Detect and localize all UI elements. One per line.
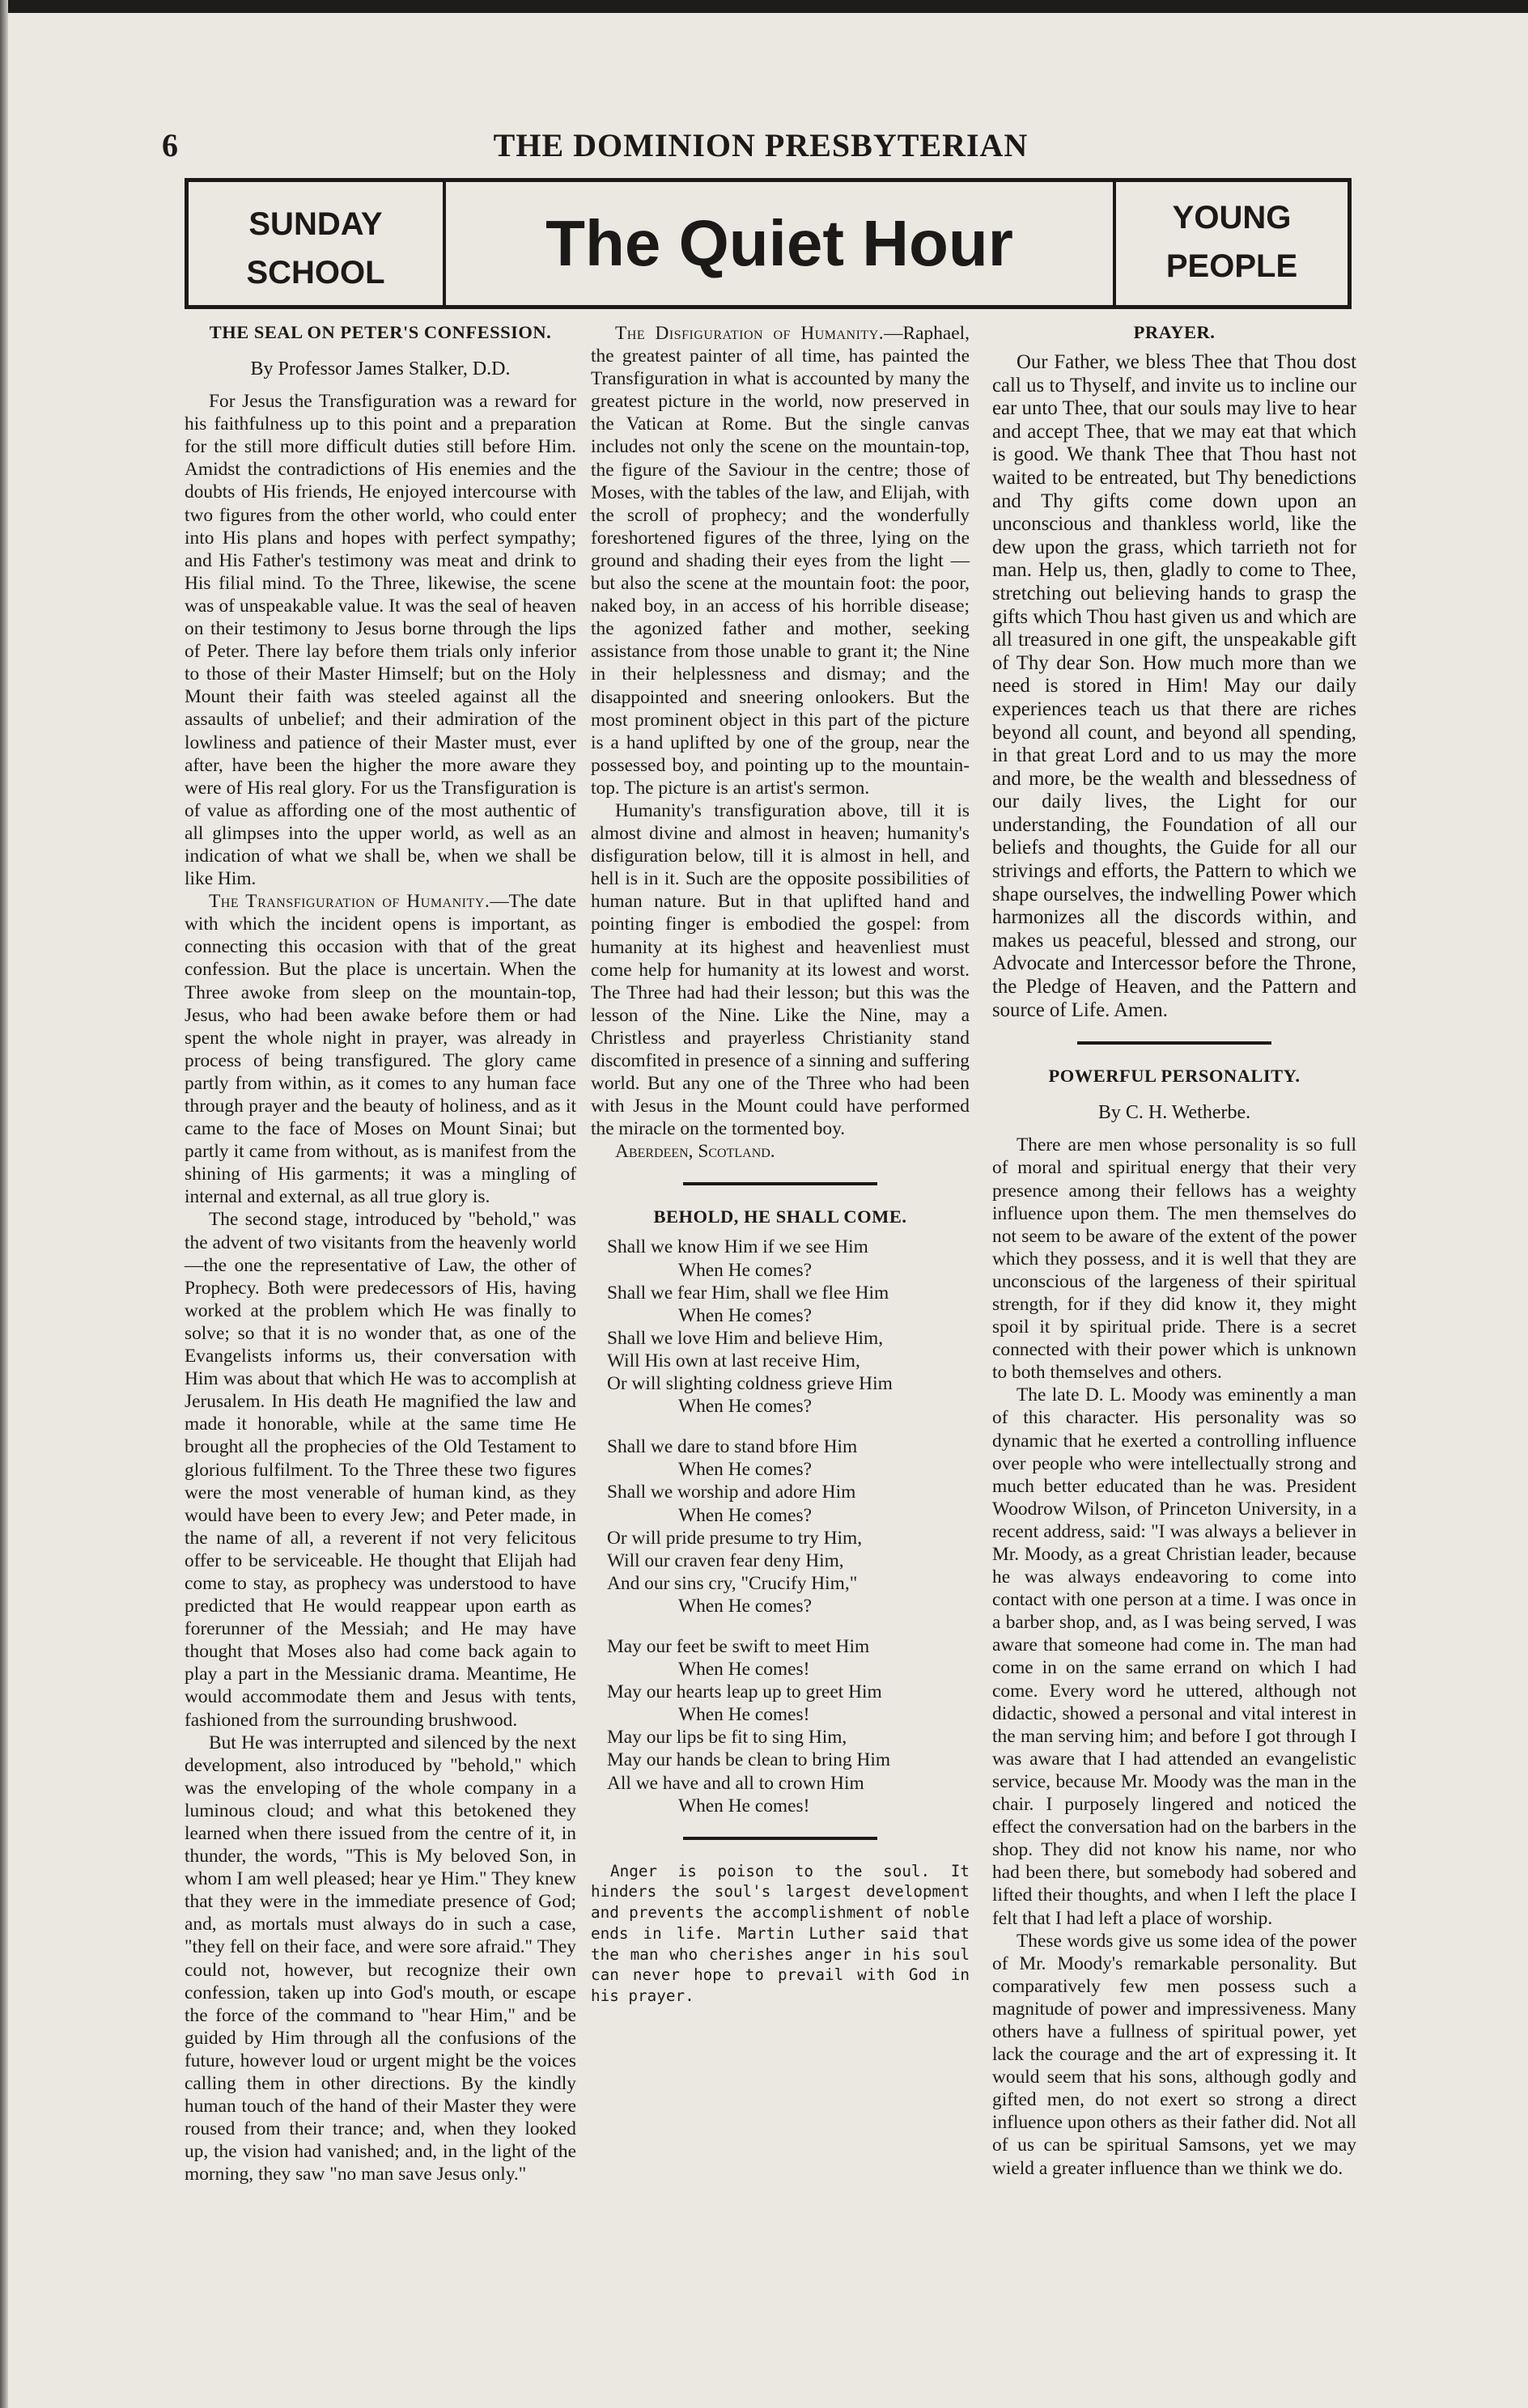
byline-wetherbe: By C. H. Wetherbe. (1097, 1102, 1251, 1124)
poem-line: Shall we fear Him, shall we flee Him (607, 1282, 889, 1304)
byline-stalker: By Professor James Stalker, D.D. (250, 358, 511, 379)
publication-title: THE DOMINION PRESBYTERIAN (493, 127, 1029, 163)
subhead-disfiguration: The Disfiguration of Humanity. (615, 323, 885, 344)
poem-line: May our hands be clean to bring Him (607, 1749, 891, 1771)
poem-line: When He comes? (678, 1304, 812, 1326)
poem-body (591, 1236, 970, 1817)
seal-paragraph-5-text: —Raphael, the greatest painter of all time, has painted the Transfiguration in what is accounted by many the greatest picture in the world, now preserved in the Vatican at Rome. But the single canvas includes not only the scene on the mountain-top, the figure of the Saviour in the centre; those of Moses, with the tables of the law, and Elijah, with the scroll of prophecy; and the wonderfully foreshortened figures of the three, lying on the ground and shading their eyes from the light —but also the scene at the mountain foot: the poor, naked boy, in an access of his horrible disease; the agonized father and mother, seeking assistance from those unable to grant it; the Nine in their helplessness and dismay; and the disappointed and sneering onlookers. But the most prominent object in this part of the picture is a hand uplifted by one of the group, near the possessed boy, and pointing up to the mountain-top. The picture is an artist's sermon. (591, 323, 970, 799)
poem-line: May our hearts leap up to greet Him (607, 1681, 882, 1703)
page-number: 6 (162, 127, 178, 163)
anger-text: Anger is poison to the soul. It hinders the soul's largest development and prevents the accomplishment of noble ends in life. Martin Luther said that the man who cherishes anger in his soul can never hope to prevail with God in his prayer. (591, 1861, 970, 2005)
masthead (185, 178, 1352, 309)
poem-stanza (591, 1236, 970, 1418)
seal-paragraph-2-text: —The date with which the incident opens is important, as connecting this occasion with that of the great confession. But the place is uncertain. When the Three awoke from sleep on the mountain-top, Jesus, who had been awake before them or had spent the whole night in prayer, was already in process of being transfigured. The glory came partly from within, as it comes to any human face through prayer and the beauty of holiness, and as it came to the face of Moses on Mount Sinai; but partly it came from without, as is manifest from the shining of His garments; it was a mingling of internal and external, as all true glory is. (185, 891, 576, 1208)
personality-paragraph-2: The late D. L. Moody was eminently a man of this character. His personality was so dynamic that he exerted a controlling influence over people who were intellectually strong and much better educated than he was. President Woodrow Wilson, of Princeton University, in a recent address, said: "I was always a believer in Mr. Moody, as a great Christian leader, because he was always endeavoring to come into contact with one person at a time. I was once in a barber shop, and, as I was being served, I was aware that someone had come in. The man had come in on the same errand on which I had come. Every word he uttered, although not didactic, showed a personal and vital interest in the man serving him; and before I got through I was aware that I had attended an evangelistic service, because Mr. Moody was the man in the chair. I purposely lingered and noticed the effect the conversation had on the barbers in the shop. They did not know his name, nor who had been there, but somebody had sobered and lifted their thoughts, and when I left the place I felt that I had left a place of worship. (992, 1384, 1356, 1929)
section-title: The Quiet Hour (545, 207, 1013, 279)
poem-line: Shall we worship and adore Him (607, 1482, 856, 1503)
seal-paragraph-3: The second stage, introduced by "behold," was the advent of two visitants from the heavenly world—the one the representative of Law, the other of Prophecy. Both were predecessors of His, having worked at the problem which He was finally to solve; so that it is no wonder that, as one of the Evangelists informs us, their conversation with Him was about that which He was to accomplish at Jerusalem. In His death He magnified the law and made it honorable, while at the same time He brought all the prophecies of the Old Testament to glorious fulfilment. To the Three these two figures were the most venerable of human kind, as they would have been to every Jew; and Peter made, in the name of all, a reverent if not very felicitous offer to be serviceable. He thought that Elijah had come to stay, as prophecy was understood to have predicted that He would reappear upon earth as forerunner of the Messiah; and He may have thought that Moses also had come back again to play a part in the Messianic drama. Meantime, He would accommodate them and Jesus with tents, fashioned from the surrounding brushwood. (185, 1209, 576, 1731)
page-top-edge (0, 0, 1528, 13)
seal-paragraph-1: For Jesus the Transfiguration was a reward for his faithfulness up to this point and a preparation for the still more difficult duties still before Him. Amidst the contradictions of His enemies and the doubts of His friends, He enjoyed intercourse with two figures from the other world, who could enter into His plans and hopes with perfect sympathy; and His Father's testimony was meat and drink to His filial mind. To the Three, likewise, the scene was of unspeakable value. It was the seal of heaven on their testimony to Jesus borne through the lips of Peter. There lay before them trials only inferior to those of their Master Himself; but on the Holy Mount their faith was steeled against all the assaults of unbelief; and their admiration of the lowliness and patience of their Master must, ever after, have been the higher the more aware they were of His real glory. For us the Transfiguration is of value as affording one of the most authentic of all glimpses into the upper world, as well as an indication of what we shall be, when we shall be like Him. (185, 391, 576, 890)
column-2-content (591, 322, 970, 2007)
poem-line: Or will slighting coldness grieve Him (607, 1373, 893, 1395)
running-head (162, 121, 1360, 170)
poem-line: And our sins cry, "Crucify Him," (607, 1572, 858, 1594)
column-3 (992, 322, 1356, 2180)
seal-paragraph-5 (591, 322, 970, 799)
prayer-text: Our Father, we bless Thee that Thou dost call us to Thyself, and invite us to incline our ear unto Thee, that our souls may live to hear and accept Thee, that we may eat that which is good. We thank Thee that Thou hast not waited to be entreated, but Thy benedictions and Thy gifts come down upon an unconscious and thankless world, like the dew upon the grass, which tarrieth not for man. Help us, then, gladly to come to Thee, stretching out believing hands to grasp the gifts which Thou hast given us and which are all treasured in one gift, the unspeakable gift of Thy dear Son. How much more than we need is stored in Him! May our daily experiences teach us that there are riches beyond all count, and beyond all spending, in that great Lord and to us may the more and more, be the wealth and blessedness of our daily lives, the Light for our understanding, the Foundation of all our beliefs and thoughts, the Guide for all our strivings and efforts, the Pattern to which we shape ourselves, the indwelling Power which harmonizes all the discords within, and makes us peaceful, blessed and strong, our Advocate and Intercessor before the Throne, the Pledge of Heaven, and the Pattern and source of Life. Amen. (992, 351, 1356, 1021)
divider-rule (1077, 1041, 1271, 1045)
poem-line: Will our craven fear deny Him, (607, 1550, 844, 1571)
sunday-school-line1: SUNDAY (248, 206, 383, 242)
young-people-line1: YOUNG (1172, 200, 1292, 235)
subhead-transfiguration: The Transfiguration of Humanity. (209, 891, 490, 913)
column-1 (185, 322, 576, 2186)
seal-paragraph-2 (185, 890, 576, 1208)
article-title-seal: THE SEAL ON PETER'S CONFESSION. (209, 322, 552, 342)
poem-line: When He comes? (678, 1259, 812, 1281)
poem-line: Or will pride presume to try Him, (607, 1527, 863, 1549)
poem-line: When He comes? (678, 1504, 812, 1526)
young-people-box (1113, 182, 1348, 305)
poem-stanza (591, 1435, 970, 1617)
poem-line: May our feet be swift to meet Him (607, 1635, 870, 1657)
divider-rule (683, 1182, 877, 1185)
seal-paragraph-6: Humanity's transfiguration above, till it is almost divine and almost in heaven; humanity's disfiguration below, till it is almost in hell, and hell is in it. Such are the opposite possibilities of human nature. But in that uplifted hand and pointing finger is embodied the gospel: from humanity at its highest and heavenliest must come help for humanity at its lowest and worst. The Three had had their lesson; but this was the lesson of the Nine. Like the Nine, may a Christless and prayerless Christianity stand discomfited in presence of a sinning and suffering world. But any one of the Three who had been with Jesus in the Mount could have performed the miracle on the tormented boy. (591, 799, 970, 1140)
sunday-school-line2: SCHOOL (246, 255, 385, 290)
personality-paragraph-1: There are men whose personality is so full of moral and spiritual energy that their very presence among their fellows has a weighty influence upon them. The men themselves do not seem to be aware of the extent of the power which they possess, and it is well that they are unconscious of the largeness of their spiritual strength, for if they did know it, they might spoil it by spiritual pride. There is a secret connected with their power which is unknown to both themselves and others. (992, 1134, 1356, 1384)
poem-line: All we have and all to crown Him (607, 1772, 864, 1794)
poem-line: Shall we dare to stand bfore Him (607, 1436, 858, 1458)
page-left-edge (0, 0, 8, 2408)
divider-rule (683, 1837, 877, 1840)
personality-paragraph-3: These words give us some idea of the power of Mr. Moody's remarkable personality. But comparatively few men possess such a magnitude of power and impressiveness. Many others have a fullness of spiritual power, yet lack the courage and the art of expressing it. It would seem that his sons, although godly and gifted men, do not exert so strong a direct influence upon others as their father did. Not all of us can be spiritual Samsons, yet we may wield a greater influence than we think we do. (992, 1930, 1356, 2179)
poem-line: Shall we love Him and believe Him, (607, 1327, 884, 1349)
seal-paragraph-4: But He was interrupted and silenced by the next development, also introduced by "behold," which was the enveloping of the whole company in a luminous cloud; and what this betokened they learned when there issued from the centre of it, in thunder, the words, "This is My beloved Son, in whom I am well pleased; hear ye Him." They knew that they were in the immediate presence of God; and, as mortals must always do in such a case, "they fell on their face, and were sore afraid." They could not, however, but recognize their own confession, taken up into God's mouth, or escape the force of the command to "hear Him," and be guided by Him through all the confusions of the future, however loud or urgent might be the voices calling them in other directions. By the kindly human touch of the hand of their Master they were roused from their trance; and, when they looked up, the vision had vanished; and, in the light of the morning, they saw "no man save Jesus only." (185, 1732, 576, 2185)
poem-line: When He comes? (678, 1459, 812, 1481)
poem-stanza (591, 1635, 970, 1817)
poem-line: Shall we know Him if we see Him (607, 1236, 868, 1258)
anger-note (591, 1861, 970, 2007)
poem-line: Will His own at last receive Him, (607, 1350, 860, 1371)
poem-line: When He comes? (678, 1595, 812, 1617)
young-people-line2: PEOPLE (1165, 248, 1298, 284)
poem-line: When He comes! (678, 1704, 810, 1726)
article-title-personality: POWERFUL PERSONALITY. (1048, 1066, 1301, 1087)
poem-line: May our lips be fit to sing Him, (607, 1727, 847, 1749)
poem-line: When He comes! (678, 1795, 810, 1817)
article-title-prayer: PRAYER. (1133, 322, 1216, 342)
sunday-school-box (189, 182, 446, 305)
poem-line: When He comes! (678, 1659, 810, 1681)
poem-title: BEHOLD, HE SHALL COME. (653, 1206, 907, 1227)
dateline-place: Aberdeen, Scotland. (615, 1141, 775, 1163)
poem-line: When He comes? (678, 1396, 812, 1418)
